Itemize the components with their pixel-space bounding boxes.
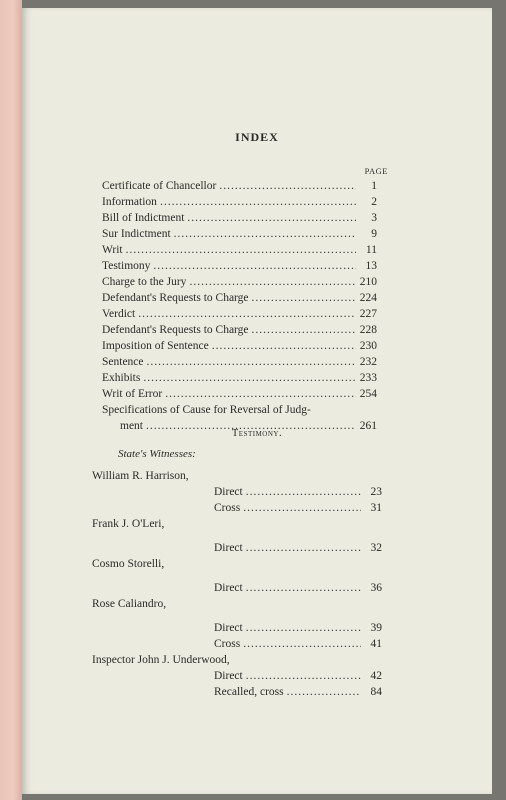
toc-entry-title: Testimony (102, 260, 151, 272)
leader-dots (160, 196, 356, 208)
toc-entry-title: Exhibits (102, 372, 141, 384)
witness-name: Frank J. O'Leri, (92, 518, 165, 530)
toc-entry-page: 224 (359, 292, 377, 304)
leader-dots (246, 486, 361, 498)
toc-entry-title: Sentence (102, 356, 144, 368)
leader-dots (219, 180, 356, 192)
leader-dots (252, 324, 356, 336)
witness-entry (92, 670, 382, 686)
witness-entry (92, 486, 382, 502)
witness-entry-page: 84 (370, 686, 382, 698)
toc-entry (102, 404, 377, 420)
toc-entry-page: 2 (371, 196, 377, 208)
spacer (92, 614, 382, 622)
toc-entry-page: 230 (359, 340, 377, 352)
toc-entry-title: Writ (102, 244, 123, 256)
page-title: INDEX (235, 130, 279, 144)
toc-entry-title: Writ of Error (102, 388, 163, 400)
document-page (22, 8, 492, 794)
toc-entry-page: 11 (365, 244, 377, 256)
toc-entry-title: Information (102, 196, 157, 208)
toc-entry-title: Verdict (102, 308, 136, 320)
witness-entry-label: Direct (214, 582, 243, 594)
leader-dots (243, 638, 361, 650)
witness-name: Rose Caliandro, (92, 598, 167, 610)
leader-dots (246, 670, 361, 682)
leader-dots (287, 686, 361, 698)
toc-entry-page: 233 (359, 372, 377, 384)
witness-entry-label: Direct (214, 622, 243, 634)
toc-entry-page: 227 (359, 308, 377, 320)
spacer (92, 534, 382, 542)
witness-entry (92, 582, 382, 598)
toc-entry (102, 244, 377, 260)
witness-entry-label: Recalled, cross (214, 686, 284, 698)
toc-entry-page: 228 (359, 324, 377, 336)
leader-dots (174, 228, 356, 240)
leader-dots (212, 340, 356, 352)
toc-entry-title: Sur Indictment (102, 228, 171, 240)
toc-entry-page: 254 (359, 388, 377, 400)
toc-entry-title: Imposition of Sentence (102, 340, 209, 352)
witness-entry-label: Cross (214, 502, 241, 514)
toc-entry (102, 212, 377, 228)
leader-dots (126, 244, 356, 256)
table-of-contents (102, 180, 377, 436)
witness-list (92, 470, 382, 702)
toc-entry (102, 260, 377, 276)
toc-entry (102, 356, 377, 372)
toc-entry-title: Bill of Indictment (102, 212, 185, 224)
toc-entry-page: 232 (359, 356, 377, 368)
toc-entry (102, 372, 377, 388)
toc-entry (102, 196, 377, 212)
toc-entry (102, 292, 377, 308)
toc-entry-page: 9 (371, 228, 377, 240)
witness-entry-label: Direct (214, 486, 243, 498)
witness-name: Cosmo Storelli, (92, 558, 165, 570)
leader-dots (138, 308, 356, 320)
toc-entry-title: Defendant's Requests to Charge (102, 324, 249, 336)
toc-entry (102, 308, 377, 324)
witness-entry-page: 31 (370, 502, 382, 514)
witness-entry (92, 622, 382, 638)
leader-dots (147, 356, 356, 368)
leader-dots (246, 542, 361, 554)
page-column-header: PAGE (364, 166, 388, 176)
toc-entry (102, 388, 377, 404)
leader-dots (243, 502, 361, 514)
leader-dots (187, 212, 356, 224)
toc-entry (102, 340, 377, 356)
leader-dots (153, 260, 356, 272)
witness-entry (92, 686, 382, 702)
leader-dots (246, 622, 361, 634)
toc-entry (102, 228, 377, 244)
witness-entry-label: Direct (214, 542, 243, 554)
witness-entry-page: 36 (370, 582, 382, 594)
toc-entry-title: Charge to the Jury (102, 276, 187, 288)
witness-entry-page: 42 (370, 670, 382, 682)
witness-name: William R. Harrison, (92, 470, 189, 482)
toc-entry-page: 13 (365, 260, 377, 272)
witness-entry-page: 23 (370, 486, 382, 498)
toc-entry-page: 1 (371, 180, 377, 192)
witness-entry-label: Cross (214, 638, 241, 650)
toc-entry (102, 276, 377, 292)
witness-entry-label: Direct (214, 670, 243, 682)
toc-entry (102, 180, 377, 196)
leader-dots (189, 276, 356, 288)
witness-entry (92, 638, 382, 654)
toc-entry-title: Certificate of Chancellor (102, 180, 217, 192)
section-heading: Testimony. (231, 428, 283, 439)
witness-entry (92, 542, 382, 558)
witness-heading: State's Witnesses: (118, 448, 196, 460)
toc-entry-page: 3 (371, 212, 377, 224)
toc-entry-title: Specifications of Cause for Reversal of Judg- (102, 404, 311, 416)
leader-dots (143, 372, 356, 384)
witness-entry-page: 32 (370, 542, 382, 554)
leader-dots (165, 388, 356, 400)
book-cover-edge (0, 0, 22, 800)
leader-dots (246, 582, 361, 594)
witness-entry-page: 41 (370, 638, 382, 650)
spacer (92, 574, 382, 582)
toc-entry-page: 210 (359, 276, 377, 288)
witness-name: Inspector John J. Underwood, (92, 654, 230, 666)
witness-entry-page: 39 (370, 622, 382, 634)
toc-entry-title: ment (120, 420, 143, 432)
toc-entry-page: 261 (359, 420, 377, 432)
leader-dots (252, 292, 356, 304)
toc-entry-title: Defendant's Requests to Charge (102, 292, 249, 304)
witness-entry (92, 502, 382, 518)
toc-entry (102, 324, 377, 340)
